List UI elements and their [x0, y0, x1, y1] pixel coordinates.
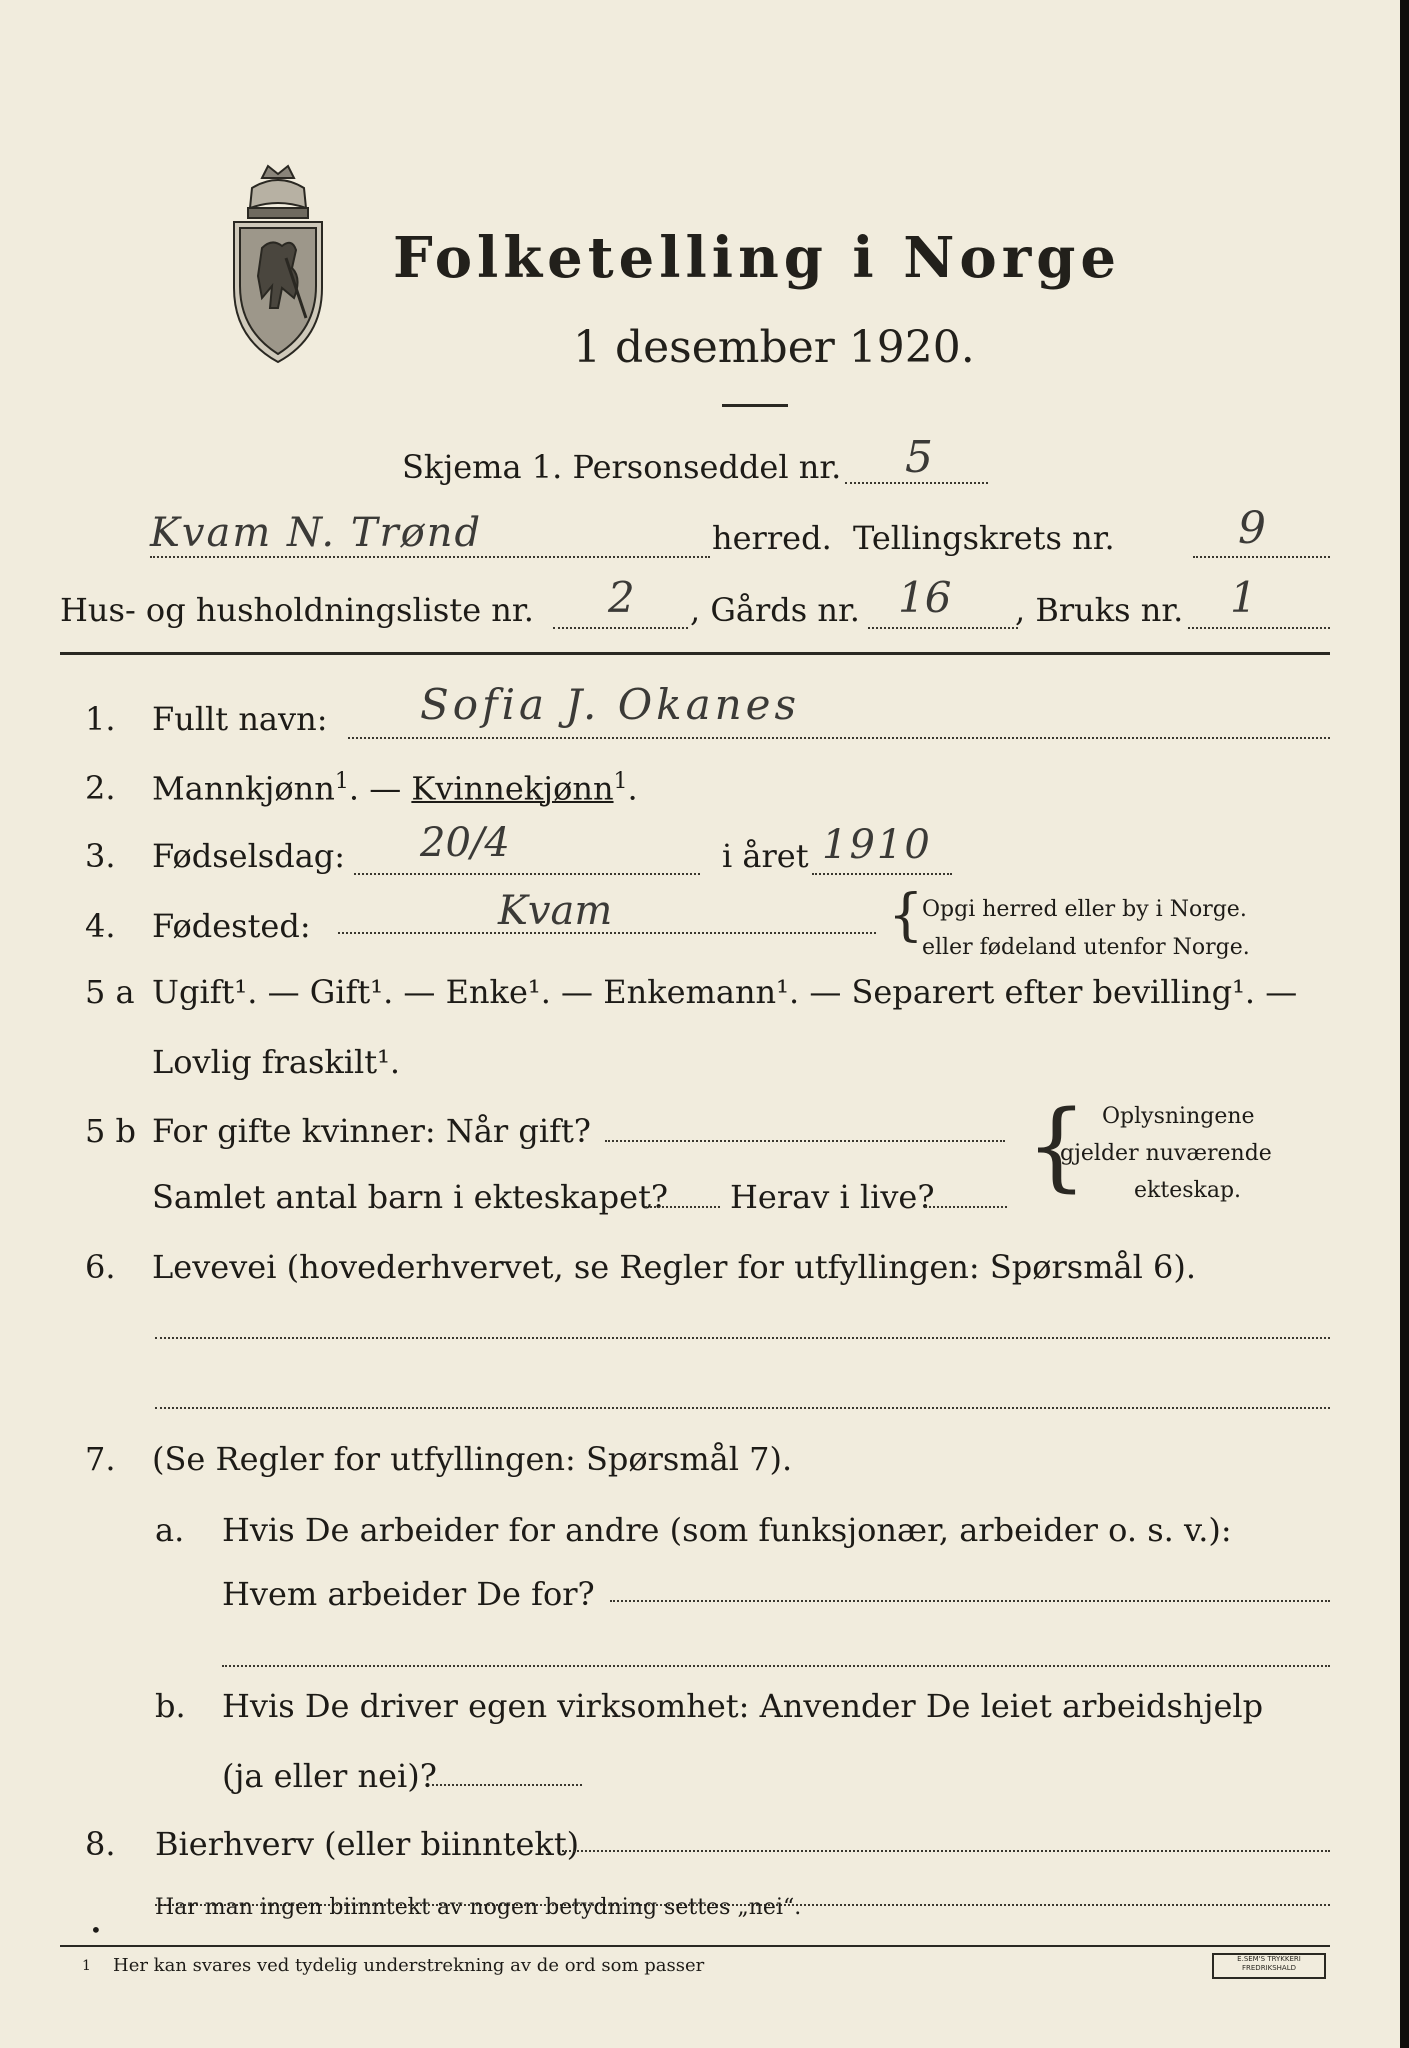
census-date: 1 desember 1920. [573, 322, 975, 373]
q5b-note-line1: Oplysningene [1102, 1104, 1255, 1129]
q5b-barn-line [645, 1206, 720, 1208]
birth-year-value[interactable]: 1910 [822, 822, 932, 868]
hus-line [553, 627, 688, 629]
q3-aret-label: i året [722, 837, 809, 875]
q6-number: 6. [85, 1248, 116, 1286]
q5b-number: 5 b [85, 1112, 137, 1150]
q6-line1[interactable] [155, 1337, 1330, 1339]
printer-stamp-line2: FREDRIKSHALD [1241, 1964, 1296, 1972]
q7b-text2: (ja eller nei)? [222, 1757, 437, 1795]
gards-line [868, 627, 1018, 629]
hus-number[interactable]: 2 [608, 573, 635, 622]
full-name-value[interactable]: Sofia J. Okanes [420, 680, 801, 729]
tellingskrets-line [1193, 556, 1330, 558]
q7a-letter: a. [155, 1511, 185, 1549]
q3-label: Fødselsdag: [152, 837, 346, 875]
gards-number[interactable]: 16 [898, 573, 952, 622]
q7b-text: Hvis De driver egen virksomhet: Anvender De leiet arbeidshjelp [222, 1687, 1264, 1725]
herred-label: herred. [712, 519, 832, 557]
q1-line [348, 737, 1330, 739]
skjema-label: Skjema 1. Personseddel nr. [402, 448, 842, 486]
q5b-nar-gift-line [605, 1140, 1005, 1142]
q7b-line[interactable] [432, 1784, 582, 1786]
q2-separator: . — [348, 769, 412, 808]
q2-options [152, 769, 638, 808]
tellingskrets-number[interactable]: 9 [1238, 503, 1266, 554]
q2-kvinne-selected[interactable]: Kvinnekjønn [411, 769, 614, 808]
q8-label: Bierhverv (eller biinntekt) [155, 1825, 580, 1863]
q1-number: 1. [85, 700, 116, 738]
scan-border [1400, 0, 1409, 2048]
footnote-number: 1 [82, 1958, 91, 1974]
q1-label: Fullt navn: [152, 700, 328, 738]
q2-number: 2. [85, 769, 116, 807]
footnote-text: Her kan svares ved tydelig understrekning av de ord som passer [113, 1955, 705, 1976]
bruks-label: , Bruks nr. [1015, 591, 1184, 629]
birthplace-value[interactable]: Kvam [498, 888, 613, 934]
form-title: Folketelling i Norge [393, 225, 1122, 291]
q4-number: 4. [85, 907, 116, 945]
q5b-label2: Samlet antal barn i ekteskapet? [152, 1178, 669, 1216]
herred-line [150, 556, 710, 558]
q3-aret-line [812, 873, 952, 875]
personseddel-number[interactable]: 5 [905, 432, 933, 483]
printer-stamp-line1: E.SEM'S TRYKKERI [1237, 1955, 1301, 1963]
q5b-note-brace: { [1026, 1090, 1088, 1202]
q5b-note-line3: ekteskap. [1134, 1178, 1242, 1203]
printer-stamp [1212, 1953, 1326, 1979]
q5b-live-line [925, 1206, 1007, 1208]
q4-label: Fødested: [152, 907, 311, 945]
norway-coat-of-arms-icon [222, 158, 334, 368]
q7b-letter: b. [155, 1687, 186, 1725]
herred-value[interactable]: Kvam N. Trønd [150, 510, 483, 556]
q5a-options-line2[interactable]: Lovlig fraskilt¹. [152, 1043, 401, 1081]
hus-label: Hus- og husholdningsliste nr. [60, 591, 534, 629]
q5a-number: 5 a [85, 973, 135, 1011]
q5b-label3: Herav i live? [730, 1178, 935, 1216]
header-divider [60, 652, 1330, 655]
bruks-number[interactable]: 1 [1230, 573, 1257, 622]
footer-divider [60, 1945, 1330, 1947]
tellingskrets-label: Tellingskrets nr. [853, 519, 1115, 557]
q7-label: (Se Regler for utfyllingen: Spørsmål 7). [152, 1440, 793, 1478]
title-divider [722, 404, 788, 407]
q4-note-line1: Opgi herred eller by i Norge. [922, 897, 1247, 922]
q7a-line2[interactable] [222, 1665, 1330, 1667]
bruks-line [1188, 627, 1330, 629]
q2-mann[interactable]: Mannkjønn [152, 769, 335, 808]
q7a-line1[interactable] [610, 1600, 1330, 1602]
footer-bullet: • [90, 1918, 102, 1942]
q6-label: Levevei (hovederhvervet, se Regler for utfyllingen: Spørsmål 6). [152, 1248, 1197, 1286]
gards-label: , Gårds nr. [690, 591, 860, 629]
q6-line2[interactable] [155, 1407, 1330, 1409]
q5a-options[interactable]: Ugift¹. — Gift¹. — Enke¹. — Enkemann¹. — Separert efter bevilling¹. — [152, 973, 1298, 1011]
q8-number: 8. [85, 1825, 116, 1863]
q2-end: . [627, 769, 638, 808]
q2-kvinne-sup: 1 [613, 769, 628, 794]
q4-note-brace: { [888, 883, 924, 948]
birth-date-value[interactable]: 20/4 [420, 820, 510, 866]
q7-number: 7. [85, 1440, 116, 1478]
q3-number: 3. [85, 837, 116, 875]
q7a-text: Hvis De arbeider for andre (som funksjonær, arbeider o. s. v.): [222, 1511, 1232, 1549]
q5b-label1: For gifte kvinner: Når gift? [152, 1112, 591, 1150]
q3-line [354, 873, 700, 875]
footer-note: Har man ingen biinntekt av nogen betydning settes „nei“. [155, 1895, 802, 1920]
q8-line1[interactable] [562, 1850, 1330, 1852]
q2-mann-sup: 1 [334, 769, 349, 794]
q4-note-line2: eller fødeland utenfor Norge. [922, 935, 1250, 960]
q7a-text2: Hvem arbeider De for? [222, 1575, 595, 1613]
q5b-note-line2: gjelder nuværende [1060, 1141, 1272, 1166]
